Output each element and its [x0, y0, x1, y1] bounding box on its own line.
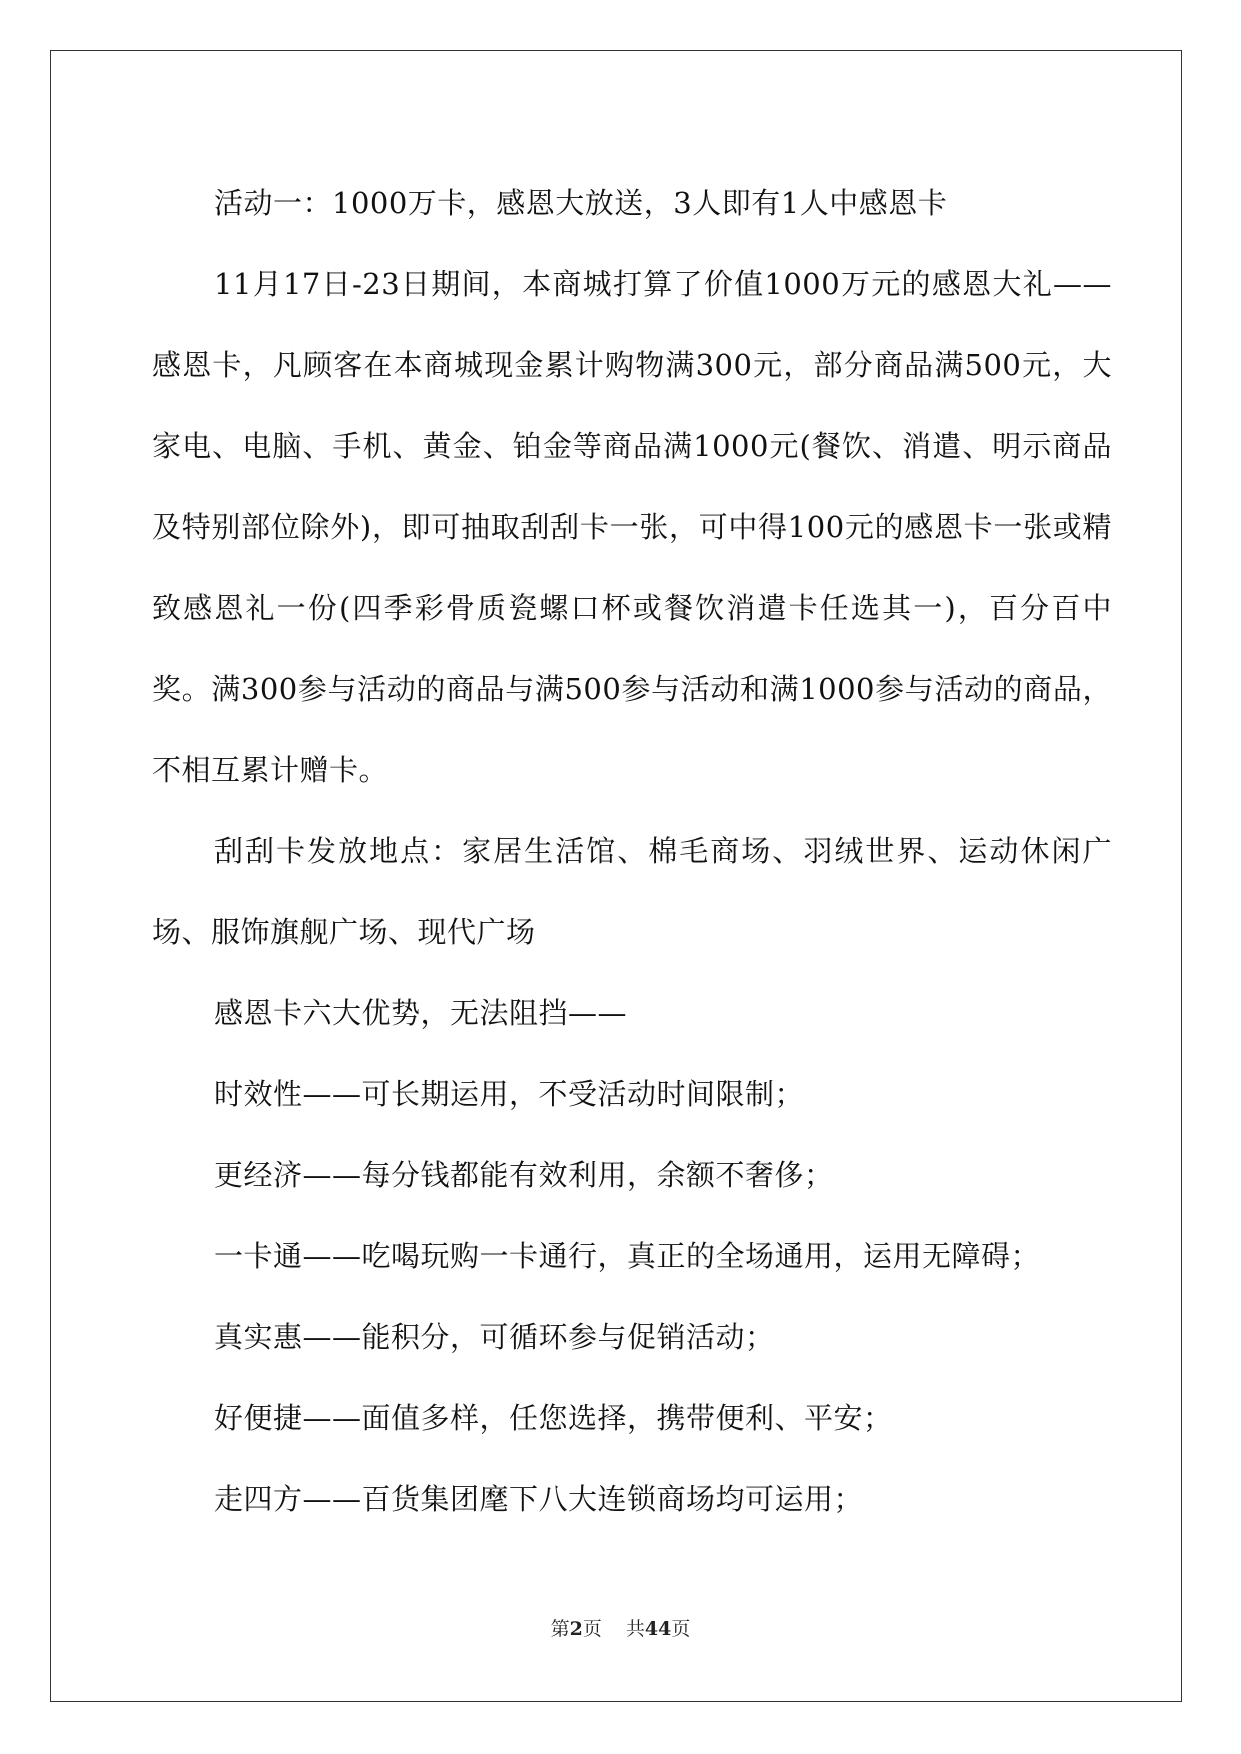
paragraph-card-locations: 刮刮卡发放地点：家居生活馆、棉毛商场、羽绒世界、运动休闲广场、服饰旗舰广场、现代广场 [152, 834, 1112, 949]
page-footer [0, 1617, 1241, 1641]
paragraph-advantage-one-card: 一卡通——吃喝玩购一卡通行，真正的全场通用，运用无障碍； [214, 1239, 1041, 1273]
document-body [152, 163, 1112, 1540]
paragraph-advantage-convenience: 好便捷——面值多样，任您选择，携带便利、平安； [214, 1401, 893, 1435]
footer-page-unit: 页 [582, 1618, 602, 1640]
paragraph-advantage-economy: 更经济——每分钱都能有效利用，余额不奢侈； [214, 1158, 834, 1192]
footer-total-unit: 页 [671, 1618, 691, 1640]
footer-page-current: 2 [569, 1618, 583, 1640]
paragraph-activity-title: 活动一：1000万卡，感恩大放送，3人即有1人中感恩卡 [214, 186, 948, 220]
paragraph-activity-details: 11月17日-23日期间，本商城打算了价值1000万元的感恩大礼——感恩卡，凡顾客在本商城现金累计购物满300元，部分商品满500元，大家电、电脑、手机、黄金、铂金等商品满1000元(餐饮、消遣、明示商品及特别部位除外)，即可抽取刮刮卡一张，可中得100元的感恩卡一张或精致感恩礼一份(四季彩骨质瓷螺口杯或餐饮消遣卡任选其一)，百分百中奖。满300参与活动的商品与满500参与活动和满1000参与活动的商品，不相互累计赠卡。 [152, 267, 1112, 787]
paragraph-advantages-heading: 感恩卡六大优势，无法阻挡—— [214, 996, 628, 1030]
footer-page-prefix: 第 [550, 1618, 570, 1640]
paragraph-advantage-benefit: 真实惠——能积分，可循环参与促销活动； [214, 1320, 775, 1354]
paragraph-advantage-timeliness: 时效性——可长期运用，不受活动时间限制； [214, 1077, 805, 1111]
footer-page-total: 44 [644, 1618, 672, 1640]
footer-total-prefix: 共 [625, 1618, 645, 1640]
paragraph-advantage-everywhere: 走四方——百货集团麾下八大连锁商场均可运用； [214, 1482, 864, 1516]
